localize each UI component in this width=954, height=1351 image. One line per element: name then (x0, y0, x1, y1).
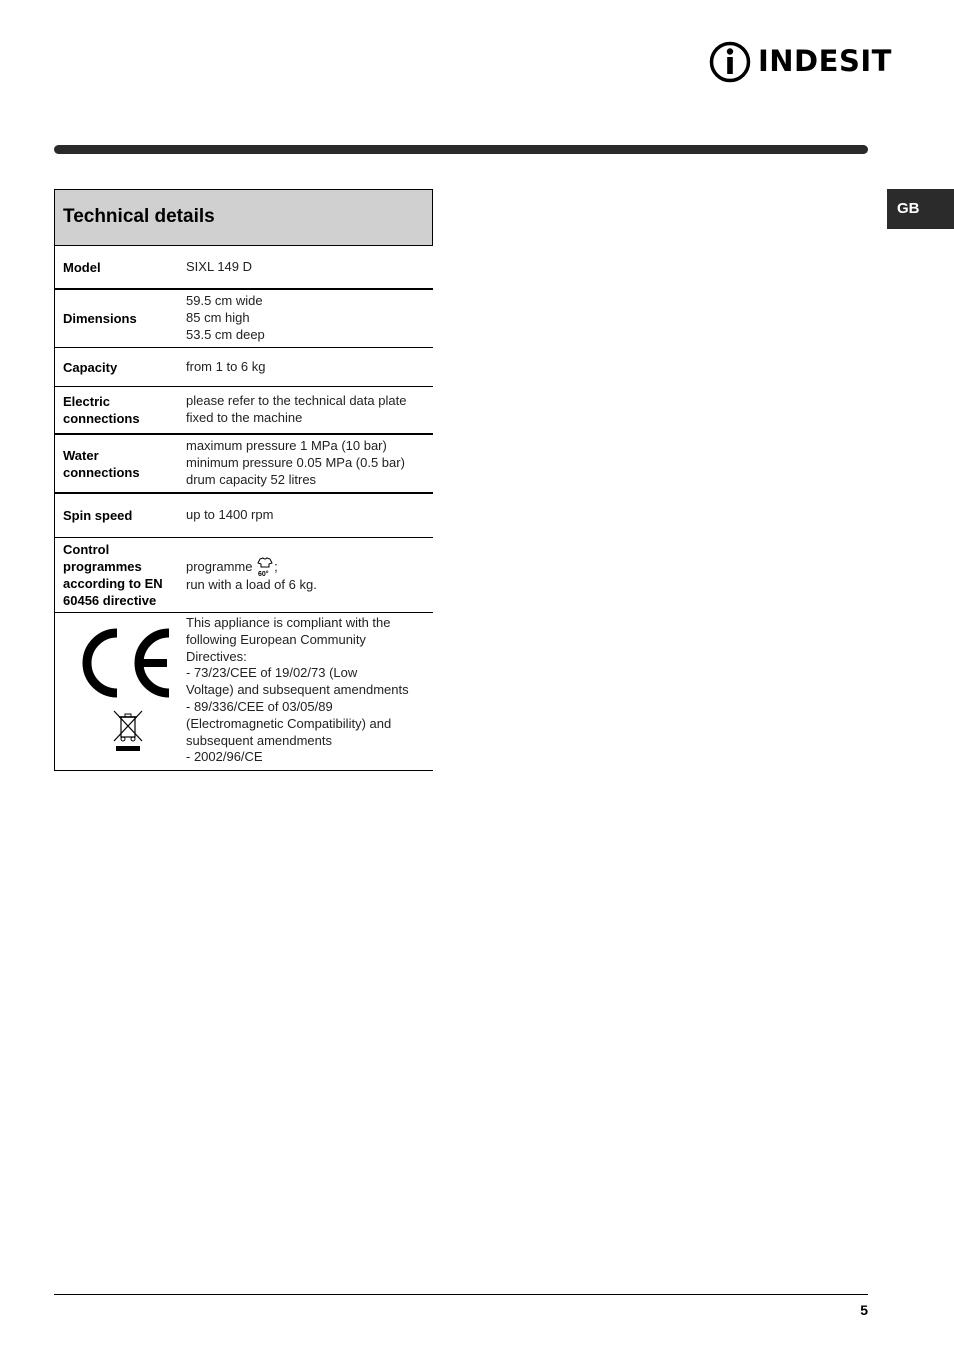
label-line: Electric (63, 394, 110, 409)
spec-value (186, 507, 433, 524)
spec-row-model (55, 246, 433, 290)
spec-value (186, 359, 433, 376)
footer-rule (54, 1294, 868, 1295)
spec-value (186, 557, 433, 594)
value-line: please refer to the technical data plate (186, 393, 407, 409)
spec-label: Dimensions (63, 311, 137, 326)
compliance-line: Directives: (186, 648, 247, 664)
compliance-line: subsequent amendments (186, 732, 332, 748)
compliance-line: following European Community (186, 631, 366, 647)
technical-details-table (54, 189, 433, 771)
spec-value (186, 293, 433, 343)
programme-temperature: 60° (258, 570, 269, 577)
section-title: Technical details (55, 190, 433, 246)
value-line (186, 557, 433, 577)
header-rule (54, 145, 868, 154)
cotton-programme-icon (256, 557, 274, 577)
label-line: programmes (63, 559, 142, 574)
compliance-line: - 89/336/CEE of 03/05/89 (186, 698, 333, 714)
value-line: up to 1400 rpm (186, 507, 274, 523)
value-line: from 1 to 6 kg (186, 358, 266, 374)
indesit-logo (708, 40, 892, 84)
indesit-i-icon (708, 40, 752, 84)
spec-label (55, 393, 186, 427)
value-line: minimum pressure 0.05 MPa (0.5 bar) (186, 455, 405, 471)
spec-label (55, 541, 186, 609)
compliance-marks (55, 613, 186, 769)
spec-row-electric-connections (55, 387, 433, 435)
spec-value (186, 438, 433, 488)
spec-value (186, 393, 433, 427)
label-line: according to EN (63, 576, 163, 591)
compliance-line: - 73/23/CEE of 19/02/73 (Low (186, 665, 358, 681)
value-line: fixed to the machine (186, 410, 303, 425)
programme-prefix: programme (186, 558, 253, 574)
spec-label: Capacity (63, 359, 118, 375)
value-line: 85 cm high (186, 310, 250, 326)
value-line: SIXL 149 D (186, 258, 253, 274)
spec-row-dimensions (55, 290, 433, 348)
spec-row-control-programmes (55, 538, 433, 613)
brand-name: INDESIT (758, 44, 892, 78)
ce-mark-icon (77, 627, 173, 699)
compliance-line: (Electromagnetic Compatibility) and (186, 715, 392, 731)
crossed-out-wheelie-bin-icon (112, 709, 144, 753)
label-line: Control (63, 542, 110, 557)
spec-value (186, 259, 433, 276)
value-line: 53.5 cm deep (186, 326, 265, 342)
label-line: Water (63, 447, 99, 463)
programme-suffix: ; (274, 558, 278, 574)
spec-row-capacity (55, 348, 433, 387)
value-line: run with a load of 6 kg. (186, 576, 317, 592)
compliance-line: Voltage) and subsequent amendments (186, 682, 409, 698)
language-tab: GB (887, 189, 954, 229)
spec-row-spin-speed (55, 494, 433, 538)
label-line: connections (63, 464, 140, 480)
page-number: 5 (860, 1302, 868, 1318)
value-line: 59.5 cm wide (186, 293, 263, 309)
value-line: drum capacity 52 litres (186, 471, 317, 487)
spec-row-compliance (55, 613, 433, 771)
compliance-line: - 2002/96/CE (186, 749, 263, 765)
compliance-text (186, 613, 433, 766)
spec-row-water-connections (55, 435, 433, 494)
spec-label (55, 447, 186, 481)
label-line: 60456 directive (63, 593, 157, 608)
value-line: maximum pressure 1 MPa (10 bar) (186, 438, 387, 454)
spec-label: Spin speed (63, 508, 133, 523)
spec-label: Model (63, 259, 101, 275)
compliance-line: This appliance is compliant with the (186, 615, 391, 630)
label-line: connections (63, 411, 140, 426)
